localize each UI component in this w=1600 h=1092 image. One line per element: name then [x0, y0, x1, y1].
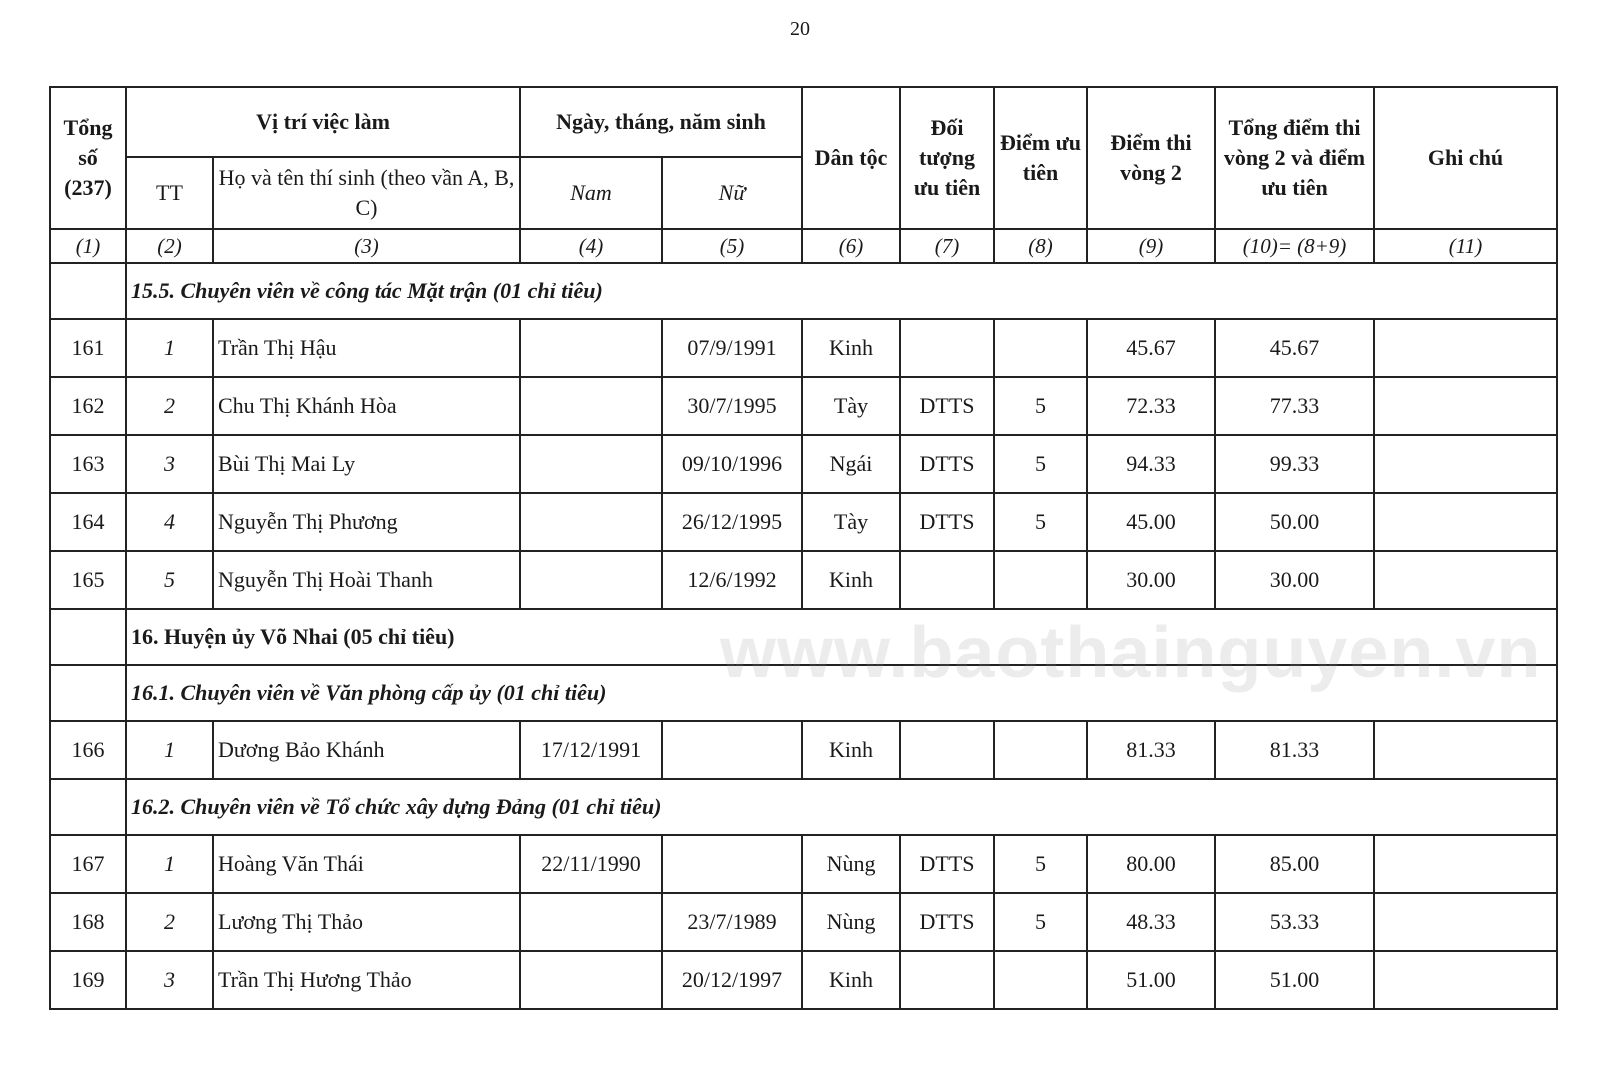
cell-priority-group: DTTS: [900, 893, 994, 951]
cell-no: 167: [50, 835, 126, 893]
header-position: Vị trí việc làm: [126, 87, 520, 157]
cell-priority-group: [900, 721, 994, 779]
section-blank: [50, 609, 126, 665]
cell-round2-score: 80.00: [1087, 835, 1215, 893]
header-dob: Ngày, tháng, năm sinh: [520, 87, 802, 157]
cell-tt: 1: [126, 835, 213, 893]
cell-total-score: 85.00: [1215, 835, 1374, 893]
cell-note: [1374, 551, 1557, 609]
cell-name: Trần Thị Hương Thảo: [213, 951, 520, 1009]
cell-priority-group: [900, 319, 994, 377]
header-note: Ghi chú: [1374, 87, 1557, 229]
section-blank: [50, 263, 126, 319]
cell-female: 12/6/1992: [662, 551, 802, 609]
table-row: [50, 893, 1557, 951]
section-title: 16.2. Chuyên viên về Tổ chức xây dựng Đảng (01 chỉ tiêu): [126, 779, 1557, 835]
cell-total-score: 99.33: [1215, 435, 1374, 493]
cell-ethnicity: Nùng: [802, 835, 900, 893]
cell-priority-score: 5: [994, 835, 1087, 893]
cell-female: [662, 721, 802, 779]
header-tt: TT: [126, 157, 213, 229]
col-index: (4): [520, 229, 662, 263]
cell-no: 165: [50, 551, 126, 609]
table-row: [50, 493, 1557, 551]
section-row: [50, 779, 1557, 835]
table-row: [50, 435, 1557, 493]
col-index: (3): [213, 229, 520, 263]
cell-note: [1374, 319, 1557, 377]
cell-female: 07/9/1991: [662, 319, 802, 377]
col-index: (8): [994, 229, 1087, 263]
cell-female: 30/7/1995: [662, 377, 802, 435]
cell-male: [520, 951, 662, 1009]
cell-ethnicity: Kinh: [802, 551, 900, 609]
cell-female: 23/7/1989: [662, 893, 802, 951]
cell-note: [1374, 721, 1557, 779]
col-index: (6): [802, 229, 900, 263]
cell-male: 17/12/1991: [520, 721, 662, 779]
cell-priority-score: 5: [994, 435, 1087, 493]
header-total-score: Tổng điểm thi vòng 2 và điểm ưu tiên: [1215, 87, 1374, 229]
page-number: 20: [790, 18, 810, 40]
cell-name: Dương Bảo Khánh: [213, 721, 520, 779]
header-ethnicity: Dân tộc: [802, 87, 900, 229]
col-index: (11): [1374, 229, 1557, 263]
col-index: (1): [50, 229, 126, 263]
cell-tt: 3: [126, 951, 213, 1009]
section-title: 15.5. Chuyên viên về công tác Mặt trận (01 chỉ tiêu): [126, 263, 1557, 319]
cell-note: [1374, 435, 1557, 493]
cell-no: 166: [50, 721, 126, 779]
cell-note: [1374, 893, 1557, 951]
cell-female: 20/12/1997: [662, 951, 802, 1009]
cell-note: [1374, 493, 1557, 551]
header-priority-score: Điểm ưu tiên: [994, 87, 1087, 229]
cell-ethnicity: Kinh: [802, 721, 900, 779]
cell-male: [520, 551, 662, 609]
cell-tt: 1: [126, 319, 213, 377]
cell-priority-group: DTTS: [900, 377, 994, 435]
cell-note: [1374, 377, 1557, 435]
cell-priority-group: DTTS: [900, 835, 994, 893]
cell-round2-score: 51.00: [1087, 951, 1215, 1009]
cell-tt: 2: [126, 377, 213, 435]
cell-round2-score: 48.33: [1087, 893, 1215, 951]
cell-male: [520, 493, 662, 551]
cell-priority-score: 5: [994, 893, 1087, 951]
cell-priority-score: [994, 319, 1087, 377]
cell-priority-score: [994, 951, 1087, 1009]
cell-name: Lương Thị Thảo: [213, 893, 520, 951]
cell-tt: 5: [126, 551, 213, 609]
cell-no: 162: [50, 377, 126, 435]
cell-total-score: 45.67: [1215, 319, 1374, 377]
cell-total-score: 30.00: [1215, 551, 1374, 609]
cell-name: Nguyễn Thị Phương: [213, 493, 520, 551]
cell-ethnicity: Tày: [802, 493, 900, 551]
cell-total-score: 81.33: [1215, 721, 1374, 779]
cell-female: [662, 835, 802, 893]
section-blank: [50, 665, 126, 721]
cell-male: [520, 377, 662, 435]
cell-round2-score: 45.00: [1087, 493, 1215, 551]
cell-name: Trần Thị Hậu: [213, 319, 520, 377]
cell-priority-group: [900, 951, 994, 1009]
cell-round2-score: 94.33: [1087, 435, 1215, 493]
cell-male: [520, 435, 662, 493]
table-row: [50, 551, 1557, 609]
col-index: (5): [662, 229, 802, 263]
cell-total-score: 53.33: [1215, 893, 1374, 951]
cell-priority-group: [900, 551, 994, 609]
cell-note: [1374, 951, 1557, 1009]
header-round2-score: Điểm thi vòng 2: [1087, 87, 1215, 229]
table-row: [50, 951, 1557, 1009]
table-row: [50, 835, 1557, 893]
cell-no: 163: [50, 435, 126, 493]
col-index: (10)= (8+9): [1215, 229, 1374, 263]
cell-name: Chu Thị Khánh Hòa: [213, 377, 520, 435]
cell-male: [520, 319, 662, 377]
cell-name: Bùi Thị Mai Ly: [213, 435, 520, 493]
cell-tt: 2: [126, 893, 213, 951]
cell-no: 169: [50, 951, 126, 1009]
section-title: 16.1. Chuyên viên về Văn phòng cấp ủy (01 chỉ tiêu): [126, 665, 1557, 721]
watermark: www.baothainguyen.vn: [720, 613, 1542, 693]
section-blank: [50, 779, 126, 835]
cell-total-score: 77.33: [1215, 377, 1374, 435]
cell-no: 161: [50, 319, 126, 377]
cell-ethnicity: Kinh: [802, 319, 900, 377]
cell-no: 164: [50, 493, 126, 551]
header-name: Họ và tên thí sinh (theo vần A, B, C): [213, 157, 520, 229]
cell-tt: 4: [126, 493, 213, 551]
cell-round2-score: 45.67: [1087, 319, 1215, 377]
col-index: (9): [1087, 229, 1215, 263]
header-priority-group: Đối tượng ưu tiên: [900, 87, 994, 229]
cell-round2-score: 81.33: [1087, 721, 1215, 779]
header-male: Nam: [520, 157, 662, 229]
table-row: [50, 377, 1557, 435]
cell-total-score: 51.00: [1215, 951, 1374, 1009]
cell-ethnicity: Ngái: [802, 435, 900, 493]
header-female: Nữ: [662, 157, 802, 229]
cell-name: Hoàng Văn Thái: [213, 835, 520, 893]
results-table: [49, 86, 1558, 1010]
section-row: [50, 665, 1557, 721]
column-index-row: [50, 229, 1557, 263]
cell-male: 22/11/1990: [520, 835, 662, 893]
cell-priority-group: DTTS: [900, 435, 994, 493]
section-title: 16. Huyện ủy Võ Nhai (05 chỉ tiêu): [126, 609, 1557, 665]
col-index: (7): [900, 229, 994, 263]
cell-priority-score: [994, 721, 1087, 779]
table-row: [50, 319, 1557, 377]
cell-female: 09/10/1996: [662, 435, 802, 493]
cell-ethnicity: Tày: [802, 377, 900, 435]
cell-total-score: 50.00: [1215, 493, 1374, 551]
section-row: [50, 263, 1557, 319]
cell-note: [1374, 835, 1557, 893]
cell-ethnicity: Nùng: [802, 893, 900, 951]
cell-ethnicity: Kinh: [802, 951, 900, 1009]
cell-priority-group: DTTS: [900, 493, 994, 551]
cell-priority-score: [994, 551, 1087, 609]
col-index: (2): [126, 229, 213, 263]
header-total: Tổng số (237): [50, 87, 126, 229]
cell-tt: 1: [126, 721, 213, 779]
cell-tt: 3: [126, 435, 213, 493]
cell-name: Nguyễn Thị Hoài Thanh: [213, 551, 520, 609]
cell-priority-score: 5: [994, 493, 1087, 551]
table-row: [50, 721, 1557, 779]
cell-round2-score: 72.33: [1087, 377, 1215, 435]
section-row: [50, 609, 1557, 665]
cell-male: [520, 893, 662, 951]
cell-priority-score: 5: [994, 377, 1087, 435]
cell-round2-score: 30.00: [1087, 551, 1215, 609]
cell-female: 26/12/1995: [662, 493, 802, 551]
cell-no: 168: [50, 893, 126, 951]
